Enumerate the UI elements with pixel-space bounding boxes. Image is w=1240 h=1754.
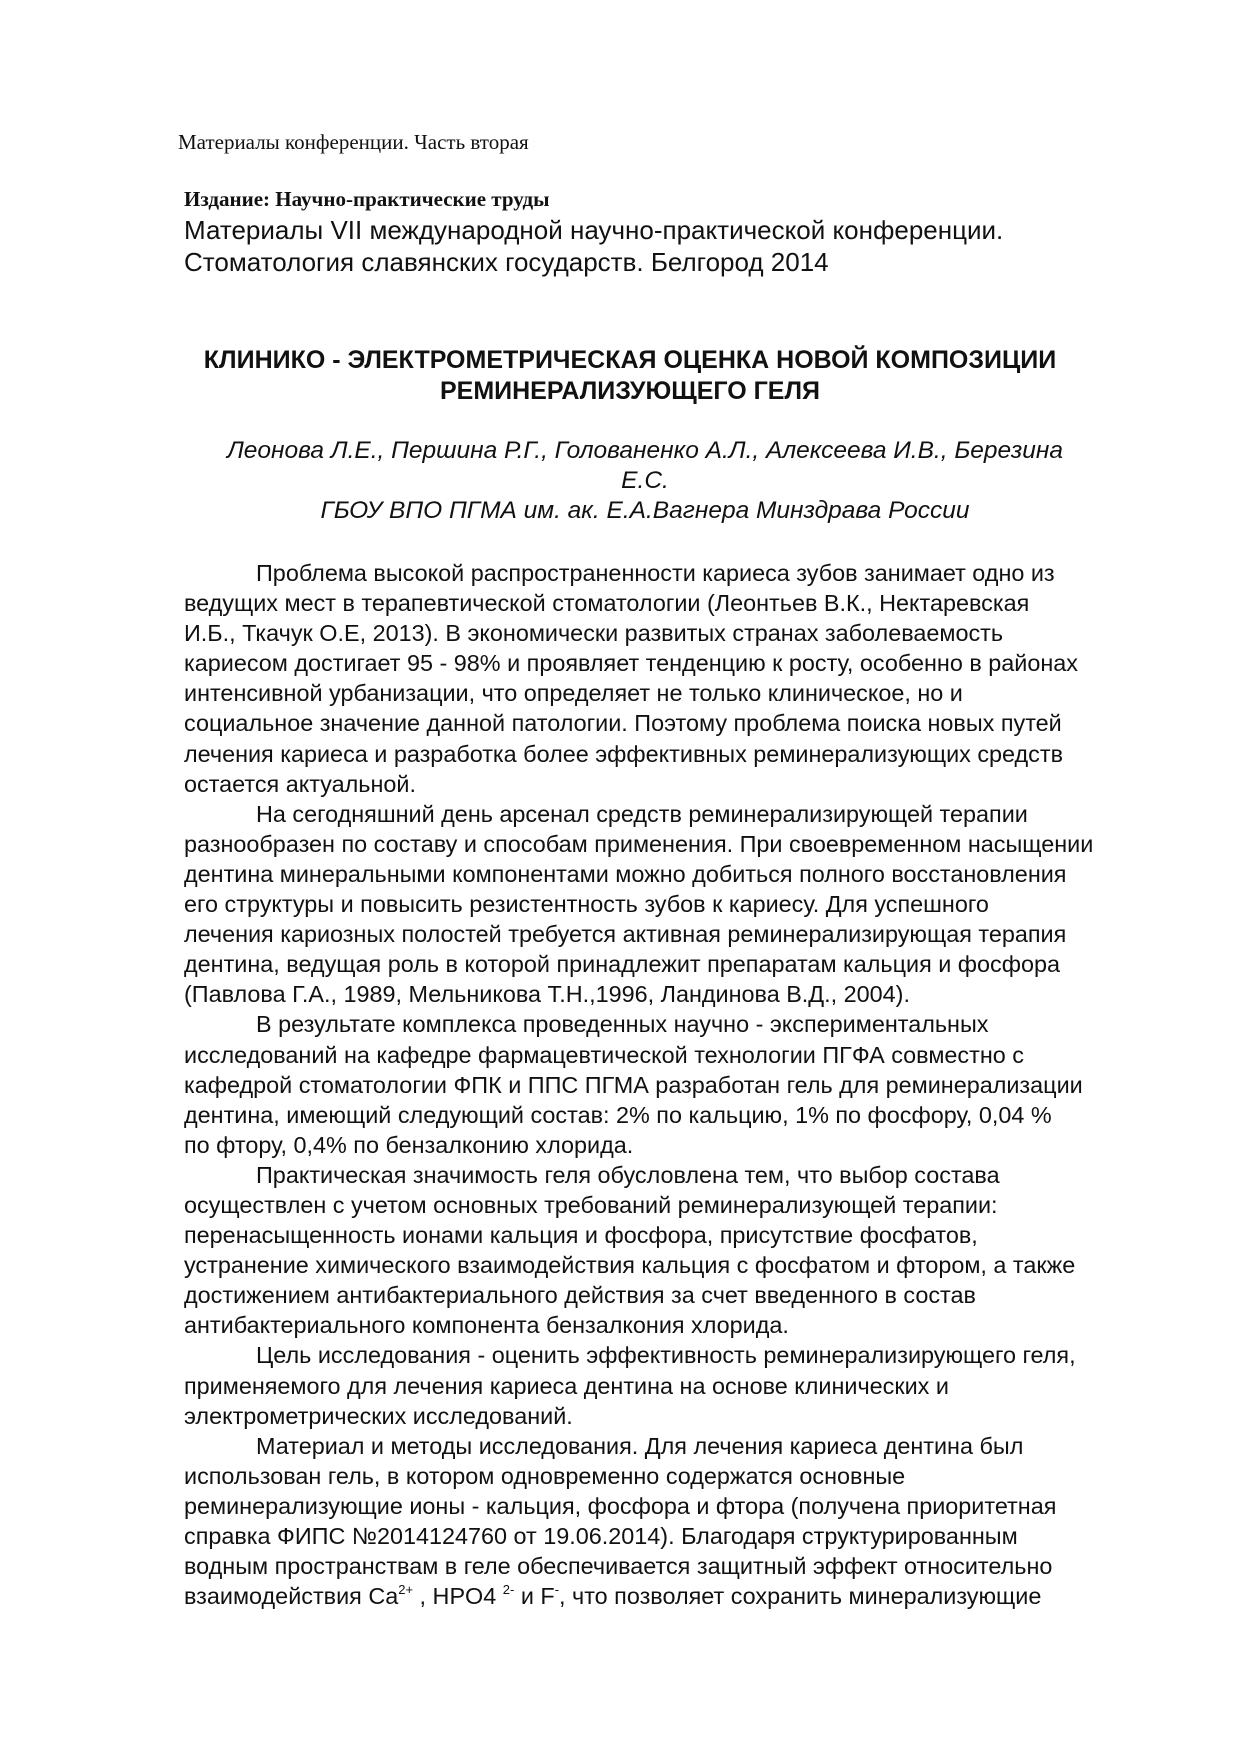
edition-line-1: Материалы VII международной научно-практической конференции. <box>184 215 1004 245</box>
body-line: социальное значение данной патологии. Поэтому проблема поиска новых путей <box>184 710 1062 737</box>
article-title-line: РЕМИНЕРАЛИЗУЮЩЕГО ГЕЛЯ <box>439 377 820 405</box>
body-line-formula <box>184 1581 1164 1611</box>
body-line: исследований на кафедре фармацевтической технологии ПГФА совместно с <box>184 1041 1024 1068</box>
body-line: (Павлова Г.А., 1989, Мельникова Т.Н.,1996, Ландинова В.Д., 2004). <box>184 981 910 1008</box>
formula-text: и F <box>514 1583 555 1610</box>
body-line: кафедрой стоматологии ФПК и ППС ПГМА разработан гель для реминерализации <box>184 1071 1083 1098</box>
body-line: антибактериального компонента бензалкония хлорида. <box>184 1312 789 1339</box>
body-line: применяемого для лечения кариеса дентина на основе клинических и <box>184 1372 949 1399</box>
article-title-line: КЛИНИКО - ЭЛЕКТРОМЕТРИЧЕСКАЯ ОЦЕНКА НОВОЙ КОМПОЗИЦИИ <box>203 346 1057 374</box>
formula-text: , HPO4 <box>413 1583 503 1610</box>
body-line: реминерализующие ионы - кальция, фосфора и фтора (получена приоритетная <box>184 1492 1057 1519</box>
body-line: лечения кариозных полостей требуется активная реминерализирующая терапия <box>184 921 1067 948</box>
body-line: устранение химического взаимодействия кальция с фосфатом и фтором, а также <box>184 1252 1076 1279</box>
body-line: В результате комплекса проведенных научно - экспериментальных <box>256 1011 989 1038</box>
body-line: кариесом достигает 95 - 98% и проявляет тенденцию к росту, особенно в районах <box>184 650 1078 677</box>
formula-text: , что позволяет сохранить минерализующие <box>559 1583 1042 1610</box>
body-line: На сегодняшний день арсенал средств реминерализирующей терапии <box>256 800 1028 827</box>
body-line: ведущих мест в терапевтической стоматологии (Леонтьев В.К., Нектаревская <box>184 590 1030 617</box>
body-line: достижением антибактериального действия за счет введенного в состав <box>184 1282 976 1309</box>
edition-label: Издание: Научно-практические труды <box>184 187 550 211</box>
body-line: осуществлен с учетом основных требований реминерализующей терапии: <box>184 1191 998 1218</box>
affiliation-line: ГБОУ ВПО ПГМА им. ак. Е.А.Вагнера Минздрава России <box>320 497 970 524</box>
body-line: перенасыщенность ионами кальция и фосфора, присутствие фосфатов, <box>184 1222 978 1249</box>
article-authors <box>150 436 1140 526</box>
body-line: интенсивной урбанизации, что определяет не только клиническое, но и <box>184 680 963 707</box>
superscript: - <box>554 1582 560 1598</box>
body-line: его структуры и повысить резистентность зубов к кариесу. Для успешного <box>184 891 989 918</box>
article-body <box>184 558 1164 1611</box>
body-line: дентина, ведущая роль в которой принадлежит препаратам кальция и фосфора <box>184 951 1061 978</box>
body-line: разнообразен по составу и способам применения. При своевременном насыщении <box>184 830 1094 857</box>
body-line: справка ФИПС №2014124760 от 19.06.2014). Благодаря структурированным <box>184 1523 1018 1549</box>
body-line: дентина минеральными компонентами можно добиться полного восстановления <box>184 860 1067 887</box>
article-title <box>150 345 1110 407</box>
authors-line: Е.С. <box>621 467 669 494</box>
superscript: 2+ <box>398 1582 414 1598</box>
body-line: Практическая значимость геля обусловлена тем, что выбор состава <box>256 1161 1000 1188</box>
body-line: Цель исследования - оценить эффективность реминерализирующего геля, <box>256 1342 1076 1369</box>
body-line: лечения кариеса и разработка более эффективных реминерализующих средств <box>184 740 1064 767</box>
body-line: электрометрических исследований. <box>184 1402 573 1429</box>
running-header: Материалы конференции. Часть вторая <box>178 130 529 154</box>
body-line: Материал и методы исследования. Для лечения кариеса дентина был <box>256 1432 1024 1459</box>
edition-line-2: Стоматология славянских государств. Белгород 2014 <box>184 247 829 277</box>
authors-line: Леонова Л.Е., Першина Р.Г., Голованенко А.Л., Алексеева И.В., Березина <box>226 437 1064 464</box>
body-line: Проблема высокой распространенности кариеса зубов занимает одно из <box>256 560 1055 586</box>
body-line: водным пространствам в геле обеспечивается защитный эффект относительно <box>184 1553 1053 1580</box>
superscript: 2- <box>502 1582 515 1598</box>
body-line: дентина, имеющий следующий состав: 2% по кальцию, 1% по фосфору, 0,04 % <box>184 1101 1052 1128</box>
formula-text: взаимодействия Ca <box>184 1583 399 1610</box>
body-line: по фтору, 0,4% по бензалконию хлорида. <box>184 1131 634 1158</box>
body-line: остается актуальной. <box>184 770 416 797</box>
body-line: использован гель, в котором одновременно содержатся основные <box>184 1462 906 1489</box>
body-line: И.Б., Ткачук О.Е, 2013). В экономически развитых странах заболеваемость <box>184 620 1004 647</box>
